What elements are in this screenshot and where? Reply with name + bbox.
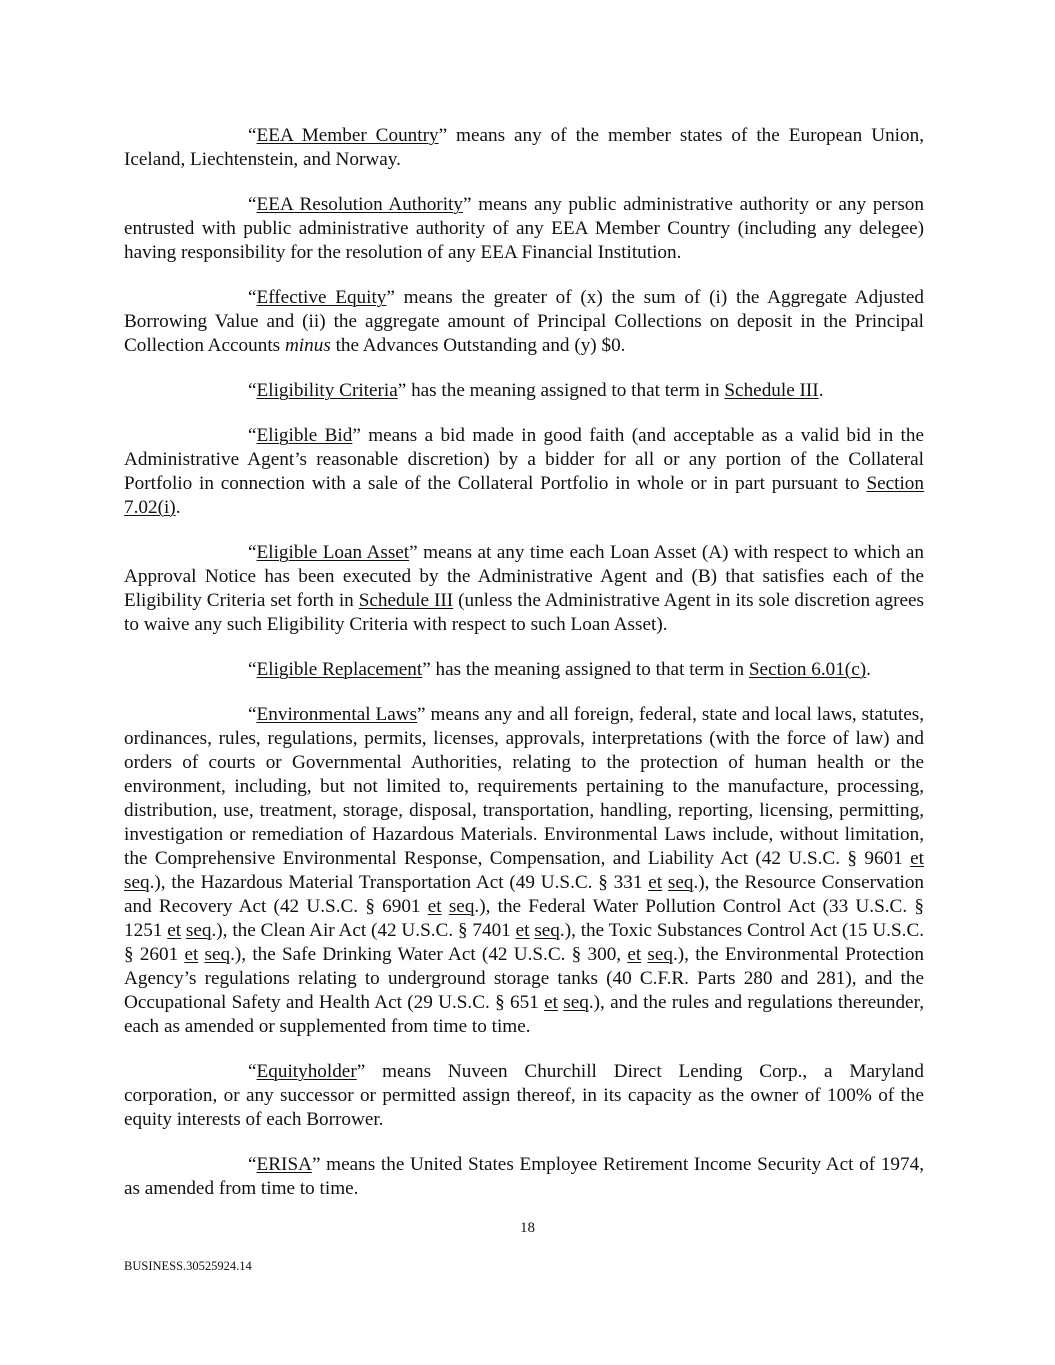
paragraph-text: ” means Nuveen Churchill Direct Lending Corp., a Maryland corporation, or any successor or permitted assign thereof, in its capacity as the owner of 100% of the equity interests of each Borrower. [124, 1061, 924, 1130]
definition-paragraph [124, 1153, 924, 1201]
paragraph-text: .), the Resource Conservation and Recovery Act (42 U.S.C. § 6901 [124, 872, 925, 917]
paragraph-text: ” means any and all foreign, federal, state and local laws, statutes, ordinances, rules, regulations, permits, licenses, approvals, interpretations (with the force of law) and orders of courts or Governmental Authorities, relating to the protection of human health or the environment, including, but not limited to, requirements pertaining to the manufacture, processing, distribution, use, treatment, storage, disposal, transportation, handling, reporting, licensing, permitting, investigation or remediation of Hazardous Materials. Environmental Laws include, without limitation, the Comprehensive Environmental Response, Compensation, and Liability Act (42 U.S.C. § 9601 [124, 704, 924, 869]
underlined-reference: Eligible Replacement [256, 659, 423, 680]
definition-paragraph [124, 379, 924, 403]
underlined-reference: Eligible Loan Asset [256, 542, 410, 563]
paragraph-text: .), the Environmental Protection Agency’s regulations relating to underground storage tanks (40 C.F.R. Parts 280 and 281), and the Occupational Safety and Health Act (29 U.S.C. § 651 [124, 944, 925, 1013]
paragraph-text: “ [248, 194, 257, 215]
paragraph-text: ” means the United States Employee Retirement Income Security Act of 1974, as amended from time to time. [124, 1154, 924, 1199]
paragraph-text: “ [248, 1061, 257, 1082]
definition-paragraph [124, 424, 924, 520]
italic-text: minus [284, 335, 331, 356]
underlined-reference: et [648, 872, 663, 893]
paragraph-text: “ [248, 704, 257, 725]
paragraph-text: . [866, 659, 871, 680]
paragraph-text: .), the Clean Air Act (42 U.S.C. § 7401 [211, 920, 516, 941]
paragraph-text: ” means at any time each Loan Asset (A) with respect to which an Approval Notice has been executed by the Administrative Agent and (B) that satisfies each of the Eligibility Criteria set forth in [124, 542, 924, 611]
paragraph-text: .), the Federal Water Pollution Control Act (33 U.S.C. § 1251 [124, 896, 924, 941]
definition-paragraph [124, 286, 924, 358]
definition-paragraph [124, 124, 924, 172]
definition-paragraph [124, 193, 924, 265]
underlined-reference: Eligible Bid [256, 425, 353, 446]
paragraph-text: .), and the rules and regulations thereunder, each as amended or supplemented from time to time. [124, 992, 924, 1037]
underlined-reference: et [910, 848, 924, 869]
paragraph-text: “ [248, 542, 257, 563]
underlined-reference: seq [448, 896, 475, 917]
paragraph-text: ” means any of the member states of the European Union, Iceland, Liechtenstein, and Norway. [124, 125, 924, 170]
definitions-body [124, 124, 924, 1222]
underlined-reference: Schedule III [724, 380, 819, 401]
underlined-reference: seq [204, 944, 231, 965]
paragraph-text: “ [248, 425, 257, 446]
underlined-reference: Effective Equity [256, 287, 387, 308]
underlined-reference: et [427, 896, 442, 917]
paragraph-text: “ [248, 380, 257, 401]
paragraph-text: .), the Hazardous Material Transportation Act (49 U.S.C. § 331 [149, 872, 649, 893]
underlined-reference: ERISA [256, 1154, 312, 1175]
underlined-reference: EEA Resolution Authority [256, 194, 463, 215]
paragraph-text: ” means any public administrative authority or any person entrusted with public administrative authority of any EEA Member Country (including any delegee) having responsibility for the resolution of any EEA Financial Institution. [124, 194, 924, 263]
paragraph-text: .), the Toxic Substances Control Act (15 U.S.C. § 2601 [124, 920, 925, 965]
paragraph-text: (unless the Administrative Agent in its sole discretion agrees to waive any such Eligibility Criteria with respect to such Loan Asset). [124, 590, 924, 635]
definition-paragraph [124, 541, 924, 637]
underlined-reference: seq [667, 872, 694, 893]
paragraph-text: “ [248, 125, 257, 146]
paragraph-text: “ [248, 1154, 257, 1175]
paragraph-text: . [818, 380, 824, 401]
underlined-reference: et [167, 920, 182, 941]
underlined-reference: seq [124, 872, 150, 893]
paragraph-text: ” has the meaning assigned to that term in [422, 659, 749, 680]
underlined-reference: Section 7.02(i) [124, 473, 924, 518]
document-id-footer: BUSINESS.30525924.14 [124, 1259, 252, 1273]
paragraph-text: ” means a bid made in good faith (and acceptable as a valid bid in the Administrative Agent’s reasonable discretion) by a bidder for all or any portion of the Collateral Portfolio in connection with a sale of the Collateral Portfolio in whole or in part pursuant to [124, 425, 924, 494]
underlined-reference: seq [647, 944, 673, 965]
paragraph-text [442, 896, 449, 917]
underlined-reference: seq [563, 992, 589, 1013]
paragraph-text: “ [248, 659, 257, 680]
underlined-reference: et [184, 944, 199, 965]
paragraph-text: . [175, 497, 181, 518]
paragraph-text: ” has the meaning assigned to that term in [397, 380, 725, 401]
underlined-reference: Eligibility Criteria [256, 380, 398, 401]
definition-paragraph [124, 658, 924, 682]
underlined-reference: Schedule III [358, 590, 454, 611]
paragraph-text: the Advances Outstanding and (y) $0. [330, 335, 626, 356]
underlined-reference: Section 6.01(c) [748, 659, 867, 680]
paragraph-text: “ [248, 287, 257, 308]
paragraph-text: .), the Safe Drinking Water Act (42 U.S.C. § 300, [230, 944, 628, 965]
paragraph-text: ” means the greater of (x) the sum of (i) the Aggregate Adjusted Borrowing Value and (ii) the aggregate amount of Principal Collections on deposit in the Principal Collection Accounts [124, 287, 924, 356]
underlined-reference: et [627, 944, 642, 965]
definition-paragraph [124, 1060, 924, 1132]
underlined-reference: Environmental Laws [256, 704, 418, 725]
underlined-reference: et [544, 992, 558, 1013]
definition-paragraph [124, 703, 924, 1039]
underlined-reference: EEA Member Country [256, 125, 439, 146]
underlined-reference: et [515, 920, 530, 941]
underlined-reference: seq [534, 920, 560, 941]
underlined-reference: seq [185, 920, 212, 941]
page-number: 18 [520, 1220, 535, 1236]
underlined-reference: Equityholder [256, 1061, 357, 1082]
